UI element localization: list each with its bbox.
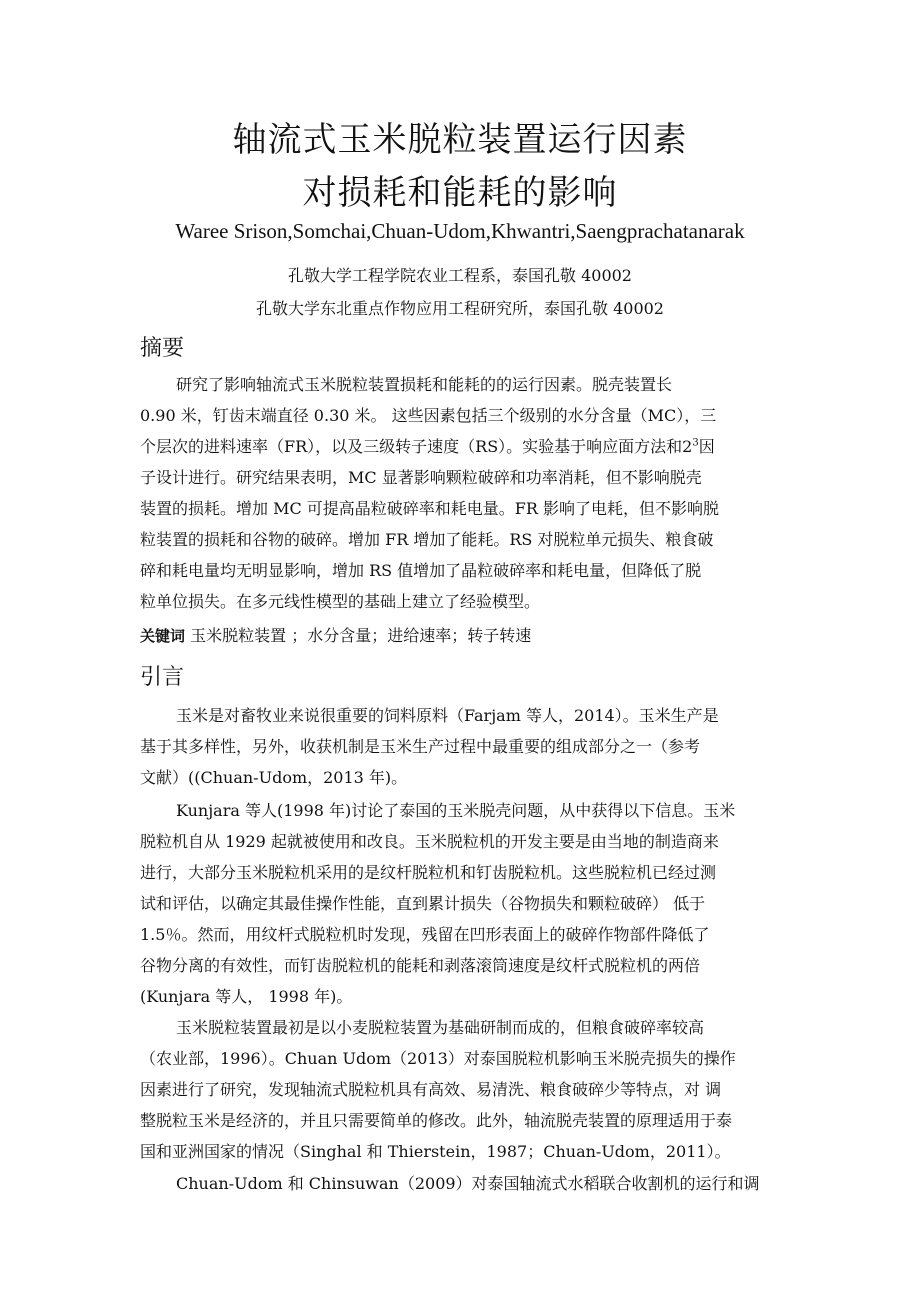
abstract-line: 研究了影响轴流式玉米脱粒装置损耗和能耗的的运行因素。脱壳装置长 — [176, 375, 673, 394]
abstract-line-text: 个层次的进料速率（FR），以及三级转子速度（RS）。实验基于响应面方法和2 — [140, 437, 693, 456]
factorial-exponent: 3 — [692, 437, 699, 449]
intro-line: Kunjara 等人(1998 年)讨论了泰国的玉米脱壳问题，从中获得以下信息。玉米 — [176, 801, 736, 820]
abstract-line: 粒单位损失。在多元线性模型的基础上建立了经验模型。 — [140, 592, 541, 611]
intro-line: 国和亚洲国家的情况（Singhal 和 Thierstein，1987；Chuan-Udom，2011）。 — [140, 1142, 731, 1161]
abstract-line: 粒装置的损耗和谷物的破碎。增加 FR 增加了能耗。RS 对脱粒单元损失、粮食破 — [140, 530, 714, 549]
abstract-line — [140, 431, 790, 462]
paper-title-line-2: 对损耗和能耗的影响 — [302, 173, 618, 213]
intro-line: (Kunjara 等人， 1998 年)。 — [140, 987, 353, 1006]
intro-line: 玉米是对畜牧业来说很重要的饲料原料（Farjam 等人，2014）。玉米生产是 — [176, 706, 719, 725]
affiliation-2: 孔敬大学东北重点作物应用工程研究所，泰国孔敬 40002 — [256, 299, 664, 318]
abstract-heading: 摘要 — [140, 336, 185, 361]
intro-paragraph-2 — [140, 795, 790, 1012]
keywords-text: 玉米脱粒装置 ；水分含量；进给速率；转子转速 — [185, 626, 532, 645]
abstract-line: 0.90 米，钉齿末端直径 0.30 米。 这些因素包括三个级别的水分含量（MC），三 — [140, 406, 717, 425]
abstract-line: 装置的损耗。增加 MC 可提高晶粒破碎率和耗电量。FR 影响了电耗，但不影响脱 — [140, 499, 720, 518]
intro-line: 脱粒机自从 1929 起就被使用和改良。玉米脱粒机的开发主要是由当地的制造商来 — [140, 832, 719, 851]
intro-paragraph-4 — [140, 1168, 790, 1199]
affiliation-1: 孔敬大学工程学院农业工程系，泰国孔敬 40002 — [288, 266, 632, 285]
intro-line: 进行，大部分玉米脱粒机采用的是纹杆脱粒机和钉齿脱粒机。这些脱粒机已经过测 — [140, 863, 717, 882]
intro-paragraph-1 — [140, 700, 790, 793]
intro-line: 文献）((Chuan-Udom，2013 年)。 — [140, 768, 408, 787]
intro-line: 谷物分离的有效性，而钉齿脱粒机的能耗和剥落滚筒速度是纹杆式脱粒机的两倍 — [140, 956, 701, 975]
intro-line: Chuan-Udom 和 Chinsuwan（2009）对泰国轴流式水稻联合收割机的运行和调 — [176, 1174, 760, 1193]
abstract-paragraph — [140, 369, 790, 617]
abstract-line: 碎和耗电量均无明显影响，增加 RS 值增加了晶粒破碎率和耗电量，但降低了脱 — [140, 561, 702, 580]
abstract-line-tail: 因 — [698, 437, 715, 456]
paper-title-line-1: 轴流式玉米脱粒装置运行因素 — [232, 120, 688, 160]
intro-line: （农业部，1996）。Chuan Udom（2013）对泰国脱粒机影响玉米脱壳损失的操作 — [140, 1049, 736, 1068]
intro-line: 因素进行了研究，发现轴流式脱粒机具有高效、易清洗、粮食破碎少等特点，对 调 — [140, 1080, 722, 1099]
intro-line: 玉米脱粒装置最初是以小麦脱粒装置为基础研制而成的，但粮食破碎率较高 — [176, 1018, 705, 1037]
author-list: Waree Srison,Somchai,Chuan-Udom,Khwantri,Saengprachatanarak — [175, 219, 745, 243]
intro-line: 试和评估，以确定其最佳操作性能，直到累计损失（谷物损失和颗粒破碎） 低于 — [140, 894, 706, 913]
keywords — [140, 620, 531, 652]
keywords-label: 关键词 — [140, 627, 186, 645]
intro-line: 基于其多样性，另外，收获机制是玉米生产过程中最重要的组成部分之一（参考 — [140, 737, 701, 756]
intro-line: 1.5％。然而，用纹杆式脱粒机时发现，残留在凹形表面上的破碎作物部件降低了 — [140, 925, 710, 944]
intro-paragraph-3 — [140, 1012, 790, 1167]
intro-line: 整脱粒玉米是经济的，并且只需要简单的修改。此外，轴流脱壳装置的原理适用于泰 — [140, 1111, 733, 1130]
introduction-heading: 引言 — [140, 665, 185, 690]
abstract-line: 子设计进行。研究结果表明，MC 显著影响颗粒破碎和功率消耗，但不影响脱壳 — [140, 468, 702, 487]
